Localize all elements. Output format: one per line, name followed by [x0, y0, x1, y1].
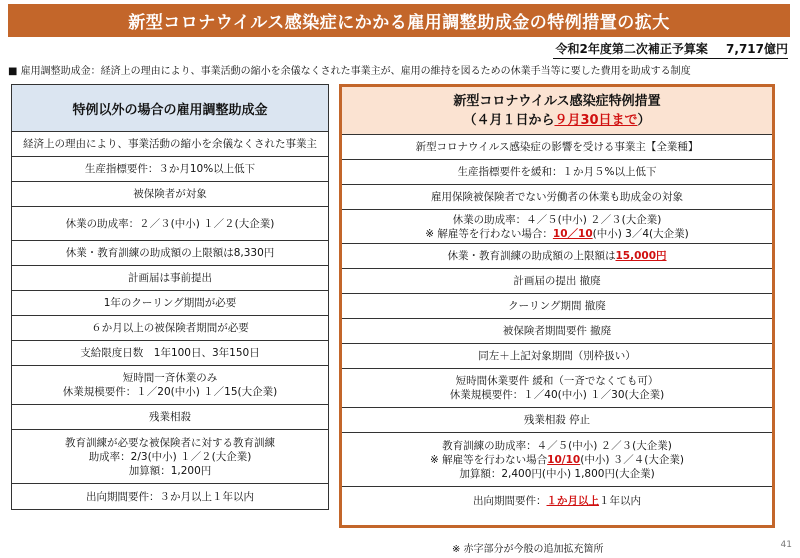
left-row-overtime: 残業相殺: [11, 405, 329, 430]
left-row-shorttime: 短時間一斉休業のみ 休業規模要件：１／20(中小) １／15(大企業): [11, 366, 329, 405]
right-row-overtime: 残業相殺 停止: [342, 408, 772, 433]
right-row-plan: 計画届の提出 撤廃: [342, 269, 772, 294]
right-row-eligibility: 新型コロナウイルス感染症の影響を受ける事業主【全業種】: [342, 135, 772, 160]
left-row-training: 教育訓練が必要な被保険者に対する教育訓練 助成率：2/3(中小) １／２(大企業) 加算額：1,200円: [11, 430, 329, 484]
right-row-insured: 雇用保険被保険者でない労働者の休業も助成金の対象: [342, 185, 772, 210]
footnote: ※ 赤字部分が今般の追加拡充箇所: [452, 544, 604, 555]
left-row-production: 生産指標要件：３か月10%以上低下: [11, 157, 329, 182]
left-row-rate: 休業の助成率：２／３(中小) １／２(大企業): [11, 207, 329, 241]
right-row-cooling: クーリング期間 撤廃: [342, 294, 772, 319]
right-row-production: 生産指標要件を緩和：１か月５%以上低下: [342, 160, 772, 185]
secondment-highlight: １か月以上: [546, 494, 599, 507]
budget-label: [553, 40, 788, 59]
limit-highlight: 15,000円: [615, 250, 667, 262]
left-row-limit: 休業・教育訓練の助成額の上限額は8,330円: [11, 241, 329, 266]
title-bar: [8, 4, 790, 37]
right-row-rate: 休業の助成率：４／５(中小) ２／３(大企業) ※ 解雇等を行わない場合：10／10(中小) 3／4(大企業): [342, 210, 772, 244]
budget-amount: 7,717億円: [726, 42, 788, 56]
page-number: 41: [780, 540, 792, 550]
left-row-secondment: 出向期間要件：３か月以上１年以内: [11, 484, 329, 510]
left-header: 特例以外の場合の雇用調整助成金: [11, 84, 329, 132]
page-title: 新型コロナウイルス感染症にかかる雇用調整助成金の特例措置の拡大: [128, 13, 670, 33]
right-row-shorttime: 短時間休業要件 緩和（一斉でなくても可） 休業規模要件：１／40(中小) １／30(大企業): [342, 369, 772, 408]
budget-name: 令和2年度第二次補正予算案: [555, 42, 708, 56]
right-row-period: 被保険者期間要件 撤廃: [342, 319, 772, 344]
left-row-days: 支給限度日数 1年100日、3年150日: [11, 341, 329, 366]
right-row-days: 同左＋上記対象期間（別枠扱い）: [342, 344, 772, 369]
left-row-insured: 被保険者が対象: [11, 182, 329, 207]
right-row-training: 教育訓練の助成率：４／５(中小) ２／３(大企業) ※ 解雇等を行わない場合10/10(中小) ３／４(大企業) 加算額：2,400円(中小) 1,800円(大企業): [342, 433, 772, 487]
definition-note: ■ 雇用調整助成金：経済上の理由により、事業活動の縮小を余儀なくされた事業主が、雇用の維持を図るための休業手当等に要した費用を助成する制度: [8, 66, 691, 77]
right-header: [342, 87, 772, 135]
right-column: [339, 84, 775, 528]
left-row-eligibility: 経済上の理由により、事業活動の縮小を余儀なくされた事業主: [11, 132, 329, 157]
training-highlight: 10/10: [547, 453, 581, 466]
right-row-secondment: 出向期間要件：１か月以上１年以内: [473, 494, 641, 507]
end-date-highlight: ９月30日まで: [554, 112, 638, 128]
left-row-plan: 計画届は事前提出: [11, 266, 329, 291]
rate-highlight: 10／10: [552, 227, 593, 240]
right-row-limit: 休業・教育訓練の助成額の上限額は15,000円: [342, 244, 772, 269]
left-row-cooling: 1年のクーリング期間が必要: [11, 291, 329, 316]
right-header-title: 新型コロナウイルス感染症特例措置: [453, 93, 661, 109]
left-row-period: ６か月以上の被保険者期間が必要: [11, 316, 329, 341]
left-column: [11, 84, 329, 510]
right-header-period: （４月１日から９月30日まで）: [463, 112, 651, 128]
